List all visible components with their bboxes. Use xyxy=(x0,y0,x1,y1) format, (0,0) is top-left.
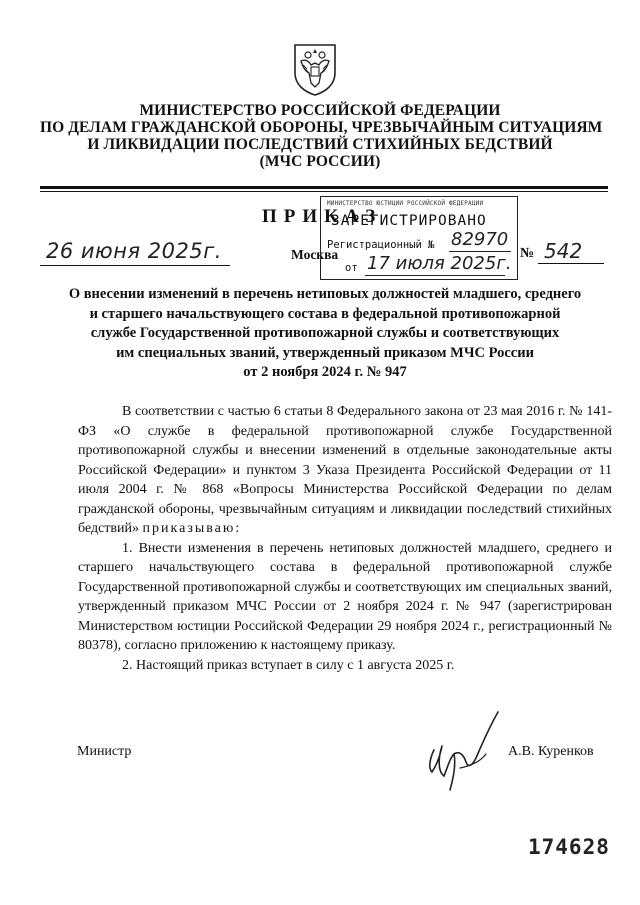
stamp-from-date: 17 июля 2025г. xyxy=(367,253,512,274)
ministry-line-2: ПО ДЕЛАМ ГРАЖДАНСКОЙ ОБОРОНЫ, ЧРЕЗВЫЧАЙНЫМ СИТУАЦИЯМ xyxy=(40,119,603,136)
order-city: Москва xyxy=(291,247,339,262)
ministry-line-1: МИНИСТЕРСТВО РОССИЙСКОЙ ФЕДЕРАЦИИ xyxy=(139,102,501,119)
handwritten-signature-icon xyxy=(420,706,510,798)
registration-stamp xyxy=(320,196,518,280)
order-word: приказываю: xyxy=(142,521,242,536)
stamp-reg-number: 82970 xyxy=(451,229,509,250)
document-title xyxy=(60,285,590,383)
signatory-role: Министр xyxy=(77,744,132,759)
title-line-3: службе Государственной противопожарной службы и соответствующих xyxy=(90,325,560,341)
order-number-sign: № xyxy=(520,246,535,261)
title-line-4: им специальных званий, утвержденный приказом МЧС России xyxy=(116,344,534,361)
order-number-handwritten: 542 xyxy=(544,239,583,263)
ministry-line-4: (МЧС РОССИИ) xyxy=(259,153,381,170)
ministry-line-3: И ЛИКВИДАЦИИ ПОСЛЕДСТВИЙ СТИХИЙНЫХ БЕДСТВИЙ xyxy=(87,136,553,153)
russian-coat-of-arms-icon xyxy=(289,39,341,97)
stamp-reg-label: Регистрационный № xyxy=(327,239,435,251)
document-type-heading: ПРИКАЗ xyxy=(262,206,383,227)
stamp-from-label: от xyxy=(345,262,358,274)
stamp-title: ЗАРЕГИСТРИРОВАНО xyxy=(331,213,487,229)
title-line-2: и старшего начальствующего состава в федеральной противопожарной xyxy=(89,305,561,322)
document-body xyxy=(78,402,612,675)
order-number-field xyxy=(538,239,604,264)
title-line-1: О внесении изменений в перечень нетиповых должностей младшего, среднего xyxy=(68,286,582,302)
title-line-5: от 2 ноября 2024 г. № 947 xyxy=(243,364,407,380)
header-rule-thin xyxy=(40,191,608,192)
ministry-header xyxy=(40,102,603,170)
item-1-paragraph: 1. Внести изменения в перечень нетиповых должностей младшего, среднего и старшего начальствующего состава в федеральной противопожарной службе Государственной противопожарной службы и соответствующих им специальных званий, утвержденный приказом МЧС России от 2 ноября 2024 г. № 947 (зарегистрирован Министерством юстиции Российской Федерации 29 ноября 2024 г., регистрационный № 80378), согласно приложению к настоящему приказу. xyxy=(78,540,612,653)
header-rule-thick xyxy=(40,186,608,189)
serial-number: 174628 xyxy=(528,835,610,859)
item-2-paragraph: 2. Настоящий приказ вступает в силу с 1 августа 2025 г. xyxy=(122,657,455,673)
signatory-name: А.В. Куренков xyxy=(508,744,594,759)
order-date-field xyxy=(40,239,230,266)
preamble-text: В соответствии с частью 6 статьи 8 Федерального закона от 23 мая 2016 г. № 141-ФЗ «О службе в федеральной противопожарной службе Государственной противопожарной службы и внесении изменений в отдельные законодательные акты Российской Федерации» и пунктом 3 Указа Президента Российской Федерации от 11 июля 2004 г. № 868 «Вопросы Министерства Российской Федерации по делам гражданской обороны, чрезвычайным ситуациям и ликвидации последствий стихийных бедствий» xyxy=(78,404,612,536)
stamp-reg-underline xyxy=(449,251,511,252)
stamp-from-underline xyxy=(365,275,505,276)
stamp-issuer: МИНИСТЕРСТВО ЮСТИЦИИ РОССИЙСКОЙ ФЕДЕРАЦИИ xyxy=(327,200,484,207)
preamble-paragraph xyxy=(78,402,612,539)
order-date-handwritten: 26 июня 2025г. xyxy=(46,239,222,263)
